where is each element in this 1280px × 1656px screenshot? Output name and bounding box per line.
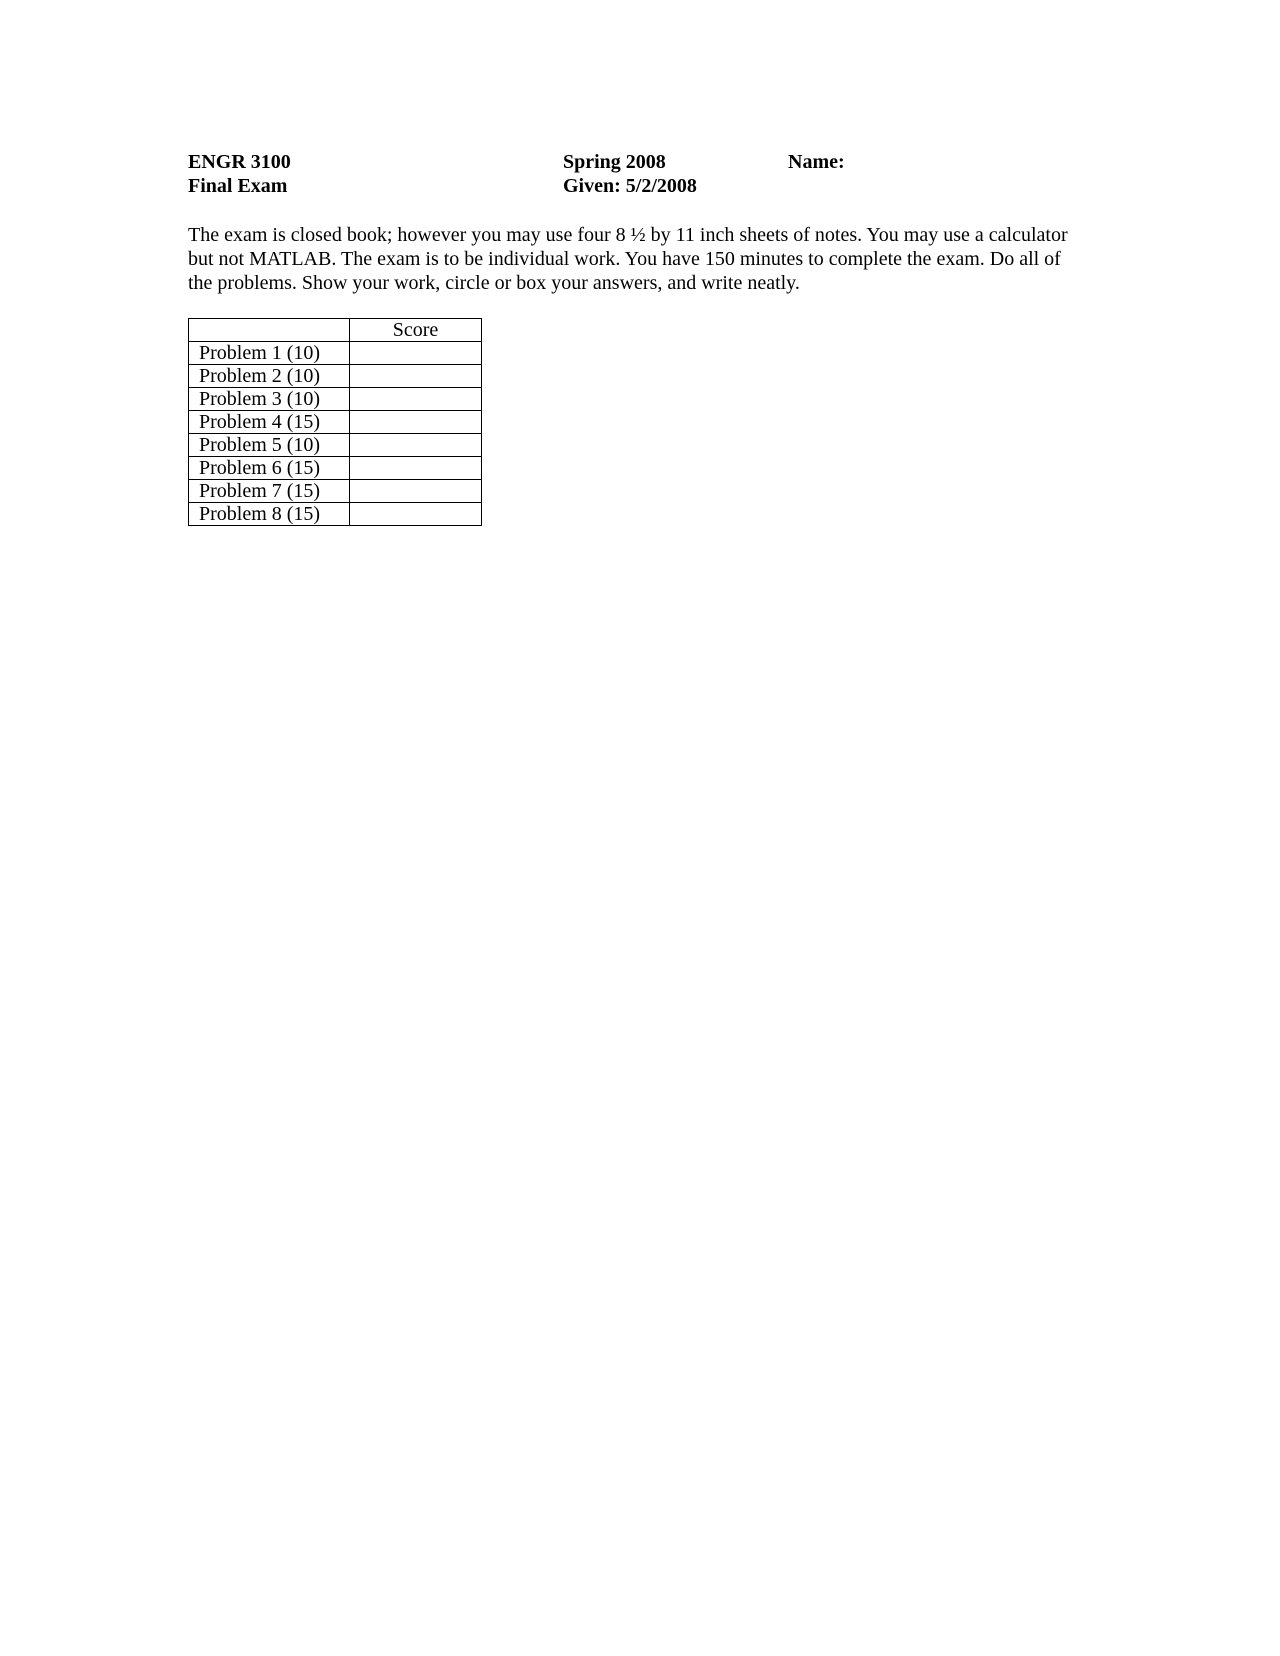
score-table-header-row — [189, 319, 482, 342]
exam-term: Spring 2008 — [563, 151, 666, 173]
table-row — [189, 365, 482, 388]
table-row — [189, 388, 482, 411]
exam-title: Final Exam — [188, 175, 288, 197]
score-cell — [350, 457, 482, 480]
score-cell — [350, 480, 482, 503]
table-row — [189, 503, 482, 526]
score-cell — [350, 365, 482, 388]
header-date-block — [563, 150, 697, 198]
header-course-block — [188, 150, 291, 198]
problem-label: Problem 5 (10) — [189, 434, 350, 457]
problem-label: Problem 8 (15) — [189, 503, 350, 526]
problem-label: Problem 6 (15) — [189, 457, 350, 480]
score-table — [188, 318, 482, 526]
problem-label: Problem 7 (15) — [189, 480, 350, 503]
header-name-block — [788, 150, 845, 174]
score-cell — [350, 411, 482, 434]
problem-label: Problem 2 (10) — [189, 365, 350, 388]
problem-label: Problem 1 (10) — [189, 342, 350, 365]
exam-instructions: The exam is closed book; however you may use four 8 ½ by 11 inch sheets of notes. You may use a calculator but not MATLAB. The exam is to be individual work. You have 150 minutes to complete the exam. Do all of the problems. Show your work, circle or box your answers, and write neatly. — [188, 224, 1068, 294]
table-row — [189, 457, 482, 480]
score-cell — [350, 503, 482, 526]
table-row — [189, 434, 482, 457]
exam-given-date: Given: 5/2/2008 — [563, 175, 697, 197]
table-row — [189, 342, 482, 365]
course-code: ENGR 3100 — [188, 151, 291, 173]
score-cell — [350, 342, 482, 365]
problem-label: Problem 3 (10) — [189, 388, 350, 411]
score-cell — [350, 388, 482, 411]
table-row — [189, 411, 482, 434]
problem-label: Problem 4 (15) — [189, 411, 350, 434]
table-row — [189, 480, 482, 503]
score-cell — [350, 434, 482, 457]
header-blank-cell — [189, 319, 350, 342]
score-column-header: Score — [350, 319, 482, 342]
name-label: Name: — [788, 151, 845, 173]
exam-header — [188, 150, 1088, 204]
